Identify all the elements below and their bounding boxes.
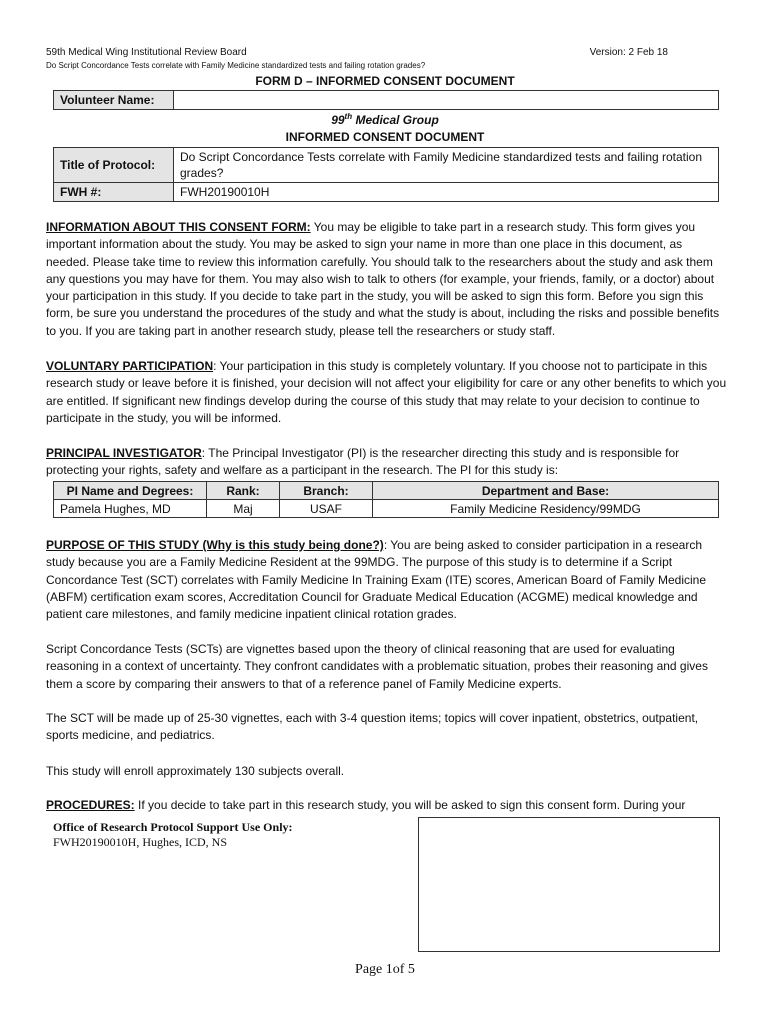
- volunteer-name-label: Volunteer Name:: [54, 91, 174, 110]
- header-protocol-title: Do Script Concordance Tests correlate with Family Medicine standardized tests and failing rotation grades?: [46, 61, 426, 70]
- pi-rank: Maj: [207, 500, 280, 518]
- informed-consent-title: INFORMED CONSENT DOCUMENT: [285, 130, 485, 144]
- protocol-title-value: Do Script Concordance Tests correlate with Family Medicine standardized tests and failing rotation grades?: [174, 148, 719, 183]
- irb-name: 59th Medical Wing Institutional Review Board: [46, 47, 247, 58]
- office-use-value: FWH20190010H, Hughes, ICD, NS: [53, 835, 227, 849]
- pi-header-name: PI Name and Degrees:: [54, 482, 207, 500]
- form-title: FORM D – INFORMED CONSENT DOCUMENT: [255, 74, 515, 88]
- pi-table: [53, 481, 719, 518]
- enroll-paragraph: This study will enroll approximately 130 subjects overall.: [46, 764, 345, 778]
- procedures-section: PROCEDURES: If you decide to take part in this research study, you will be asked to sign this consent form. During your: [46, 798, 686, 812]
- pi-section: PRINCIPAL INVESTIGATOR: The Principal Investigator (PI) is the researcher directing this study and is responsible for protecting your rights, safety and welfare as a participant in the research. The PI for this study is:: [46, 446, 680, 478]
- vignettes-paragraph: The SCT will be made up of 25-30 vignettes, each with 3-4 question items; topics will cover inpatient, obstetrics, outpatient, sports medicine, and pediatrics.: [46, 711, 699, 743]
- sct-paragraph: Script Concordance Tests (SCTs) are vignettes based upon the theory of clinical reasoning that are used for evaluating reasoning in a context of uncertainty. They confront candidates with a problematic situation, probes their reasoning and gives them a score by comparing their answers to that of a reference panel of Family Medicine experts.: [46, 642, 708, 691]
- header-line: [46, 47, 668, 58]
- pi-branch: USAF: [280, 500, 373, 518]
- stamp-box: [418, 817, 720, 952]
- fwh-label: FWH #:: [54, 183, 174, 202]
- office-use-label: Office of Research Protocol Support Use Only:: [53, 820, 293, 834]
- pi-header-branch: Branch:: [280, 482, 373, 500]
- pi-header-department: Department and Base:: [373, 482, 719, 500]
- info-section: INFORMATION ABOUT THIS CONSENT FORM: You may be eligible to take part in a research study. This form gives you important information about the study. You may be asked to sign your name in more than one place in this document, as needed. Please take time to review this information carefully. You should talk to the researchers about the study and ask them any questions you may have for them. You may also wish to talk to others (for example, your friends, family, or a doctor) about your participation in this study. If you decide to take part in the study, you will be asked to sign this form. Before you sign this form, be sure you understand the procedures of the study and what the study is about, including the risks and possible benefits to you. If you are taking part in another research study, please tell the researchers or study staff.: [46, 220, 720, 338]
- voluntary-section: VOLUNTARY PARTICIPATION: Your participation in this study is completely voluntary. If you choose not to participate in this research study or leave before it is finished, your decision will not affect your eligibility for care or any other benefits to which you are entitled. If significant new findings develop during the course of this study that may relate to your decision to continue to participate in the study, you will be informed.: [46, 359, 727, 425]
- volunteer-name-field[interactable]: [174, 91, 719, 110]
- page-number: Page 1of 5: [355, 962, 415, 977]
- pi-department: Family Medicine Residency/99MDG: [373, 500, 719, 518]
- version-label: Version: 2 Feb 18: [589, 47, 668, 58]
- volunteer-table: [53, 90, 719, 110]
- pi-header-rank: Rank:: [207, 482, 280, 500]
- fwh-value: FWH20190010H: [174, 183, 719, 202]
- protocol-title-label: Title of Protocol:: [54, 148, 174, 183]
- pi-name: Pamela Hughes, MD: [54, 500, 207, 518]
- purpose-section: PURPOSE OF THIS STUDY (Why is this study being done?): You are being asked to consider participation in a research study because you are a Family Medicine Resident at the 99MDG. The purpose of this study is to determine if a Script Concordance Test (SCT) correlates with Family Medicine In Training Exam (ITE) scores, American Board of Family Medicine (ABFM) certification exam scores, Accreditation Council for Graduate Medical Education (ACGME) medical knowledge and patient care milestones, and family medicine inpatient clinical rotation grades.: [46, 538, 707, 622]
- protocol-table: [53, 147, 719, 202]
- medical-group-title: 99th Medical Group: [331, 112, 439, 127]
